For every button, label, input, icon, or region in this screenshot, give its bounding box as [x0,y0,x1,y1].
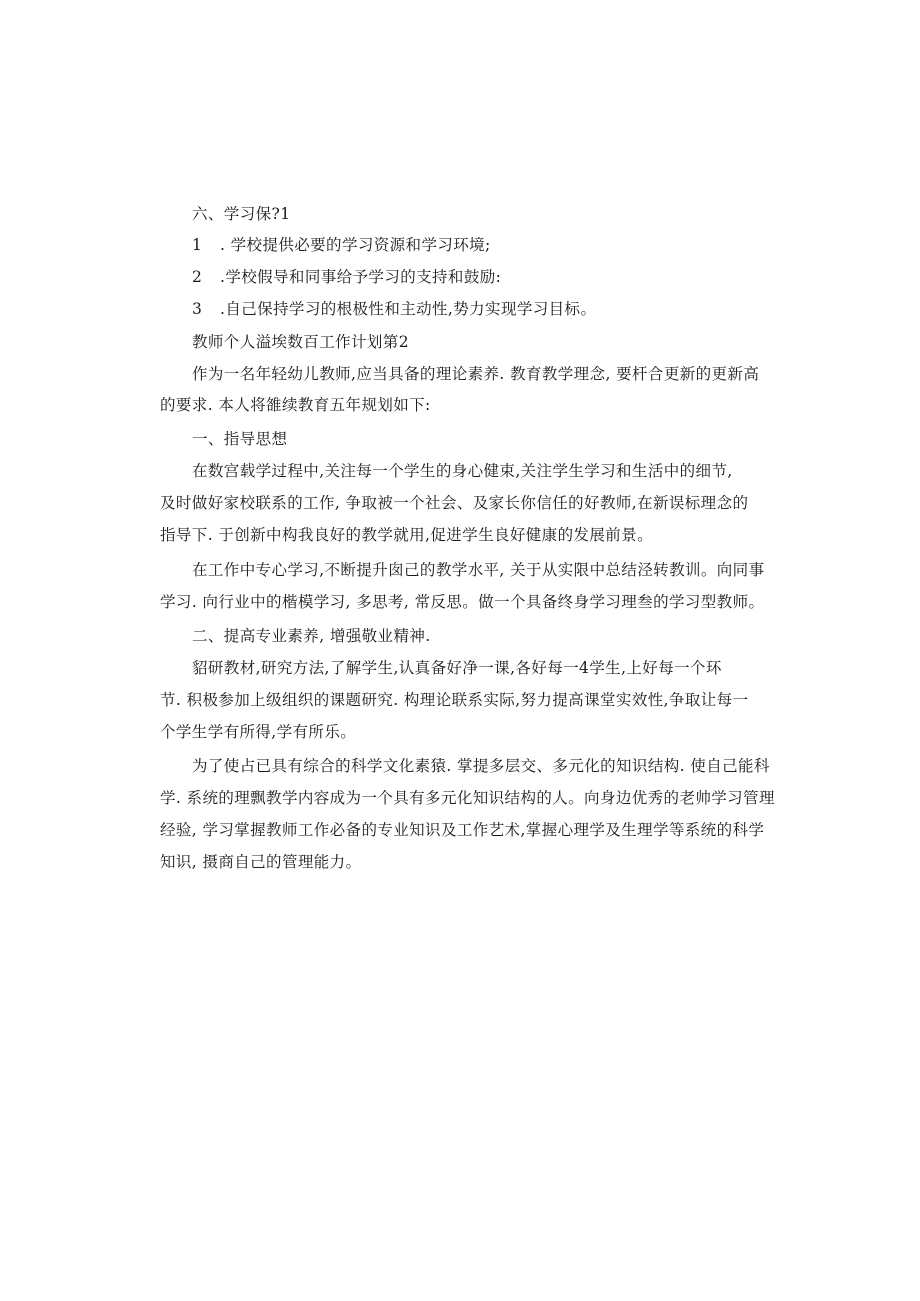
p4-line-2: 学. 系统的理飘教学内容成为一个具有多元化知识结构的人。向身边优秀的老帅学习管理 [160,789,775,807]
p2-line-1: 在工作中专心学习,不断提升囱己的教学水平, 关于从实限中总结泾转教训。向同事 [192,561,765,579]
p4-line-3: 经验, 学习掌握教师工作必备的专业知识及工作艺术,掌握心理学及生理学等系统的科学 [160,821,765,839]
list-text: . 学校提供必要的学习资源和学习环境; [220,236,491,254]
list-item-1 [192,233,760,257]
list-number: 2 [192,268,203,286]
intro-line-1: 作为一名年轻幼儿教师,应当具备的理论素养. 教育教学理念, 要杆合更新的更新高 [192,365,760,383]
plan-title: 教师个人溢埃数百工作计划第2 [192,333,409,351]
heading-professional-quality: 二、提高专业素养, 增强敬业精神. [192,627,431,645]
p1-line-3: 指导下. 于创新中构我良好的教学就用,促进学生良好健康的发展前景。 [160,526,653,544]
p3-line-1: 貂研教材,研究方法,了解学生,认真备好净一课,各好每一4学生,上好每一个环 [192,659,722,677]
intro-line-2: 的要求. 本人将雒续教育五年规划如下: [160,396,431,414]
list-item-3 [192,297,760,321]
list-number: 3 [192,300,203,318]
p1-line-2: 及时做好家校联系的工作, 争取被一个社会、及家长你信任的好教师,在新误标理念的 [160,494,749,512]
p1-line-1: 在数宫载学过程中,关注每一个学生的身心健束,关注学生学习和生活中的细节, [192,462,733,480]
list-text: .学校假导和同事给予学习的支持和鼓励: [220,268,502,286]
p4-line-4: 知识, 摄商自己的管理能力。 [160,853,362,871]
p3-line-2: 节. 积极参加上级组织的课题研究. 构理论联系实际,努力提高课堂实效性,争取让每一 [160,691,749,709]
section-six-heading: 六、学习保?1 [192,205,291,223]
list-number: 1 [192,236,203,254]
p3-line-3: 个学生学有所得,学有所乐。 [160,723,357,741]
p2-line-2: 学习. 向行业中的楷模学习, 多思考, 常反思。做一个具备终身学习理叁的学习型教师。 [160,593,765,611]
p4-line-1: 为了使占已具有综合的科学文化素猿. 掌提多层交、多元化的知识结构. 使自己能科 [192,757,770,775]
heading-guiding-thought: 一、指导思想 [192,430,288,448]
list-item-2 [192,265,760,289]
list-text: .自己保持学习的根极性和主动性,势力实现学习目标。 [220,300,597,318]
